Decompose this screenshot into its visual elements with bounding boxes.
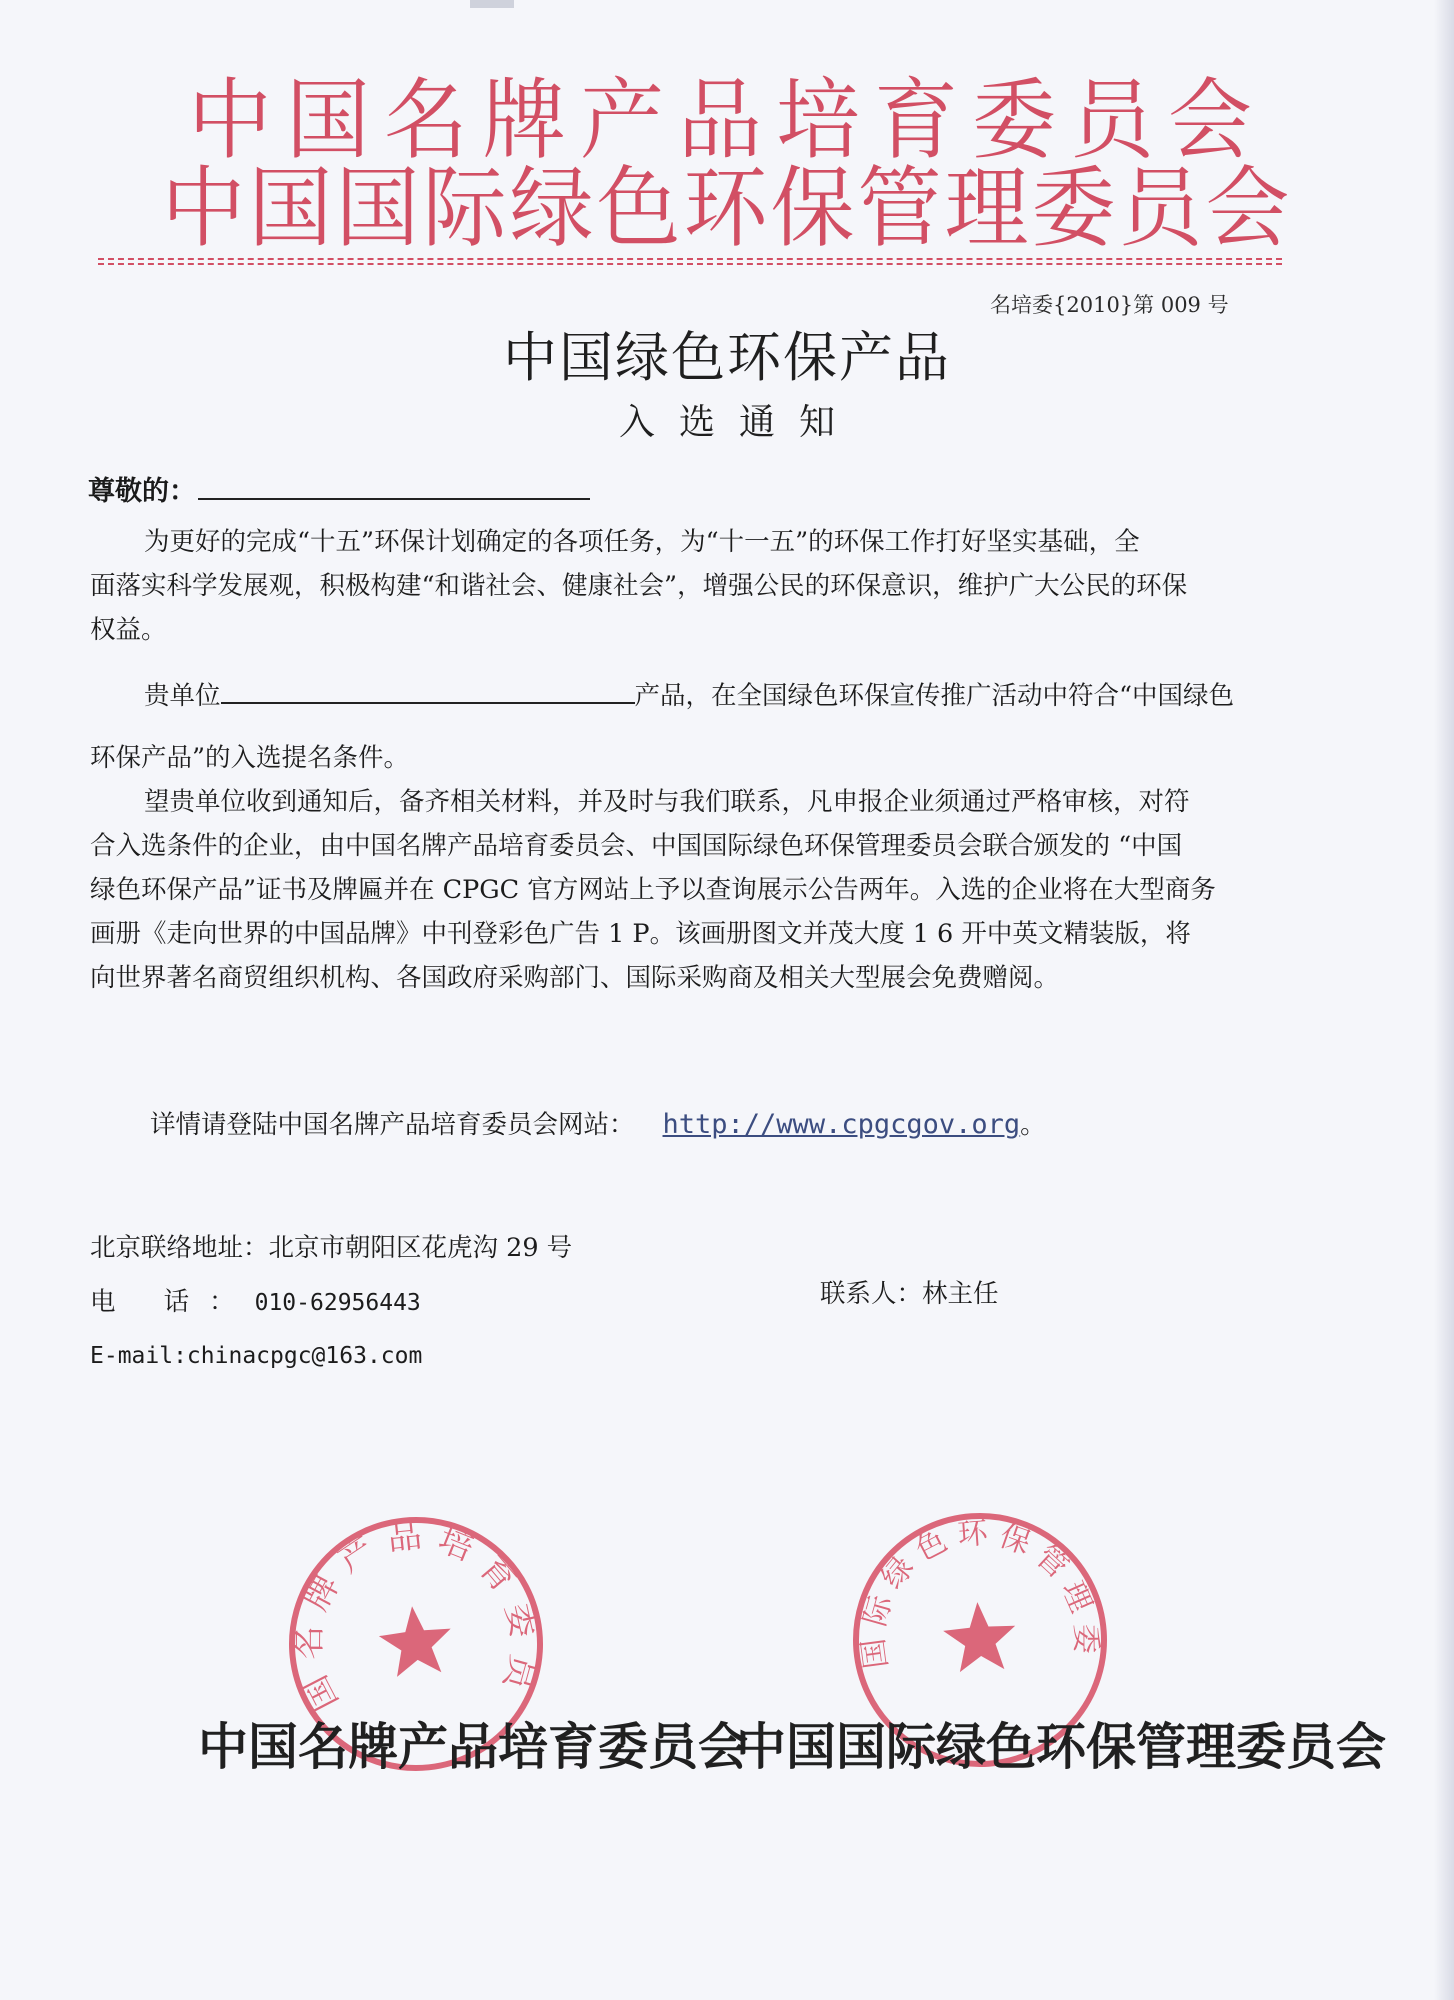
paragraph-line: 面落实科学发展观，积极构建“和谐社会、健康社会”，增强公民的环保意识，维护广大公民的环保 <box>90 571 1188 601</box>
signature-left: 中国名牌产品培育委员会 <box>198 1718 748 1776</box>
paragraph-line: 合入选条件的企业，由中国名牌产品培育委员会、中国国际绿色环保管理委员会联合颁发的 “中国 <box>90 831 1183 861</box>
nomination-suffix: 产品，在全国绿色环保宣传推广活动中符合“中国绿色 <box>634 681 1235 711</box>
seal-left-star <box>376 1602 455 1678</box>
phone-number: 010-62956443 <box>254 1290 421 1316</box>
signature-right: 中国国际绿色环保管理委员会 <box>736 1718 1386 1776</box>
seal-right-text: 中国国际绿色环保管理委员会 <box>824 1491 1104 1671</box>
website-link[interactable]: http://www.cpgcgov.org <box>662 1109 1021 1140</box>
letterhead-org-2: 中国国际绿色环保管理委员会 <box>161 156 1293 260</box>
paragraph-line <box>90 665 1340 727</box>
document-number: 名培委{2010}第 009 号 <box>990 293 1229 317</box>
seal-left-text: 中国名牌产品培育委员会 <box>252 1495 544 1718</box>
product-blank <box>221 672 635 704</box>
scan-mark <box>470 0 514 8</box>
document-subtitle: 入选通知 <box>618 402 859 443</box>
seal-right-star <box>941 1600 1018 1674</box>
contact-phone-line <box>90 1280 421 1325</box>
paragraph-line: 环保产品”的入选提名条件。 <box>90 743 410 773</box>
website-line <box>150 1100 1046 1150</box>
paragraph-details <box>90 780 1340 1000</box>
contact-address: 北京联络地址：北京市朝阳区花虎沟 29 号 <box>90 1233 573 1263</box>
greeting-text: 尊敬的： <box>88 476 196 507</box>
recipient-blank <box>198 468 590 500</box>
paragraph-line: 绿色环保产品”证书及牌匾并在 CPGC 官方网站上予以查询展示公告两年。入选的企业将在大型商务 <box>90 875 1216 905</box>
contact-email: E-mail:chinacpgc@163.com <box>90 1343 423 1369</box>
nomination-prefix: 贵单位 <box>144 681 221 711</box>
letterhead-org-1: 中国名牌产品培育委员会 <box>187 68 1266 172</box>
greeting <box>88 468 590 514</box>
paragraph-nomination <box>90 665 1340 789</box>
paragraph-line: 权益。 <box>90 615 167 645</box>
letterhead-divider <box>98 258 1282 265</box>
paragraph-line: 望贵单位收到通知后，备齐相关材料，并及时与我们联系，凡申报企业须通过严格审核，对符 <box>144 787 1190 817</box>
phone-label: 电 话： <box>90 1287 255 1317</box>
website-suffix: 。 <box>1020 1110 1046 1140</box>
contact-person: 联系人：林主任 <box>820 1279 999 1309</box>
document-title: 中国绿色环保产品 <box>503 326 951 389</box>
scan-edge <box>1434 0 1454 2000</box>
paragraph-line: 画册《走向世界的中国品牌》中刊登彩色广告 1 P。该画册图文并茂大度 1 6 开中英文精装版，将 <box>90 919 1191 949</box>
paragraph-line: 为更好的完成“十五”环保计划确定的各项任务，为“十一五”的环保工作打好坚实基础，全 <box>144 527 1140 557</box>
paragraph-line: 向世界著名商贸组织机构、各国政府采购部门、国际采购商及相关大型展会免费赠阅。 <box>90 963 1060 993</box>
paragraph-intro <box>90 520 1340 652</box>
website-label: 详情请登陆中国名牌产品培育委员会网站： <box>150 1110 635 1140</box>
